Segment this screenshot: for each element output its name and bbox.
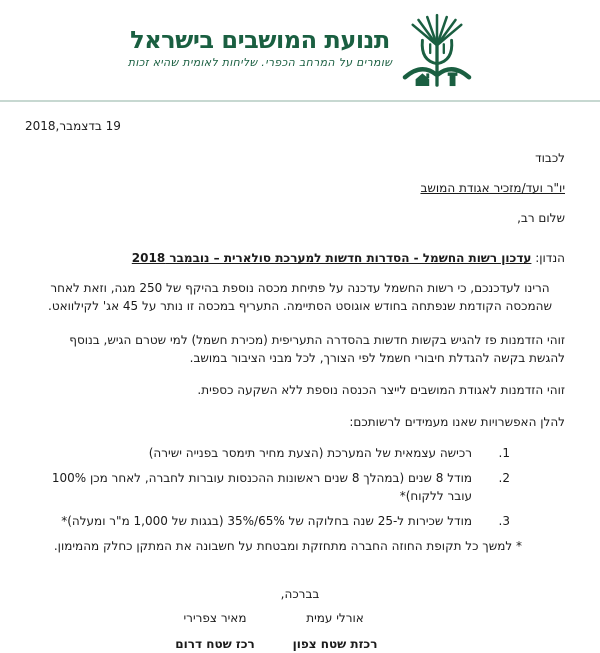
paragraph: להלן האפשרויות שאנו מעמידים לרשותכם: <box>349 415 565 429</box>
signature-names-row <box>35 609 565 627</box>
letter-date: 19 בדצמבר,2018 <box>25 119 121 133</box>
list-item-number: 3. <box>498 514 510 528</box>
list-item-text: רכישה עצמאית של המערכת (הצעת מחיר תימסר בפנייה ישירה) <box>148 446 472 460</box>
subject-label: הנדון: <box>531 251 565 265</box>
paragraph: זוהי הזדמנות לאגודת המושבים לייצר הכנסה נוספת ללא השקעה כספית. <box>197 383 565 397</box>
signer-name: מאיר צפרירי <box>183 611 247 625</box>
list-item-text: מודל 8 שנים (במהלך 8 שנים ראשונות ההכנסות עוברות לחברה, לאחר מכן 100% עובר ללקוח)* <box>51 471 472 503</box>
moshavim-plant-house-logo-icon <box>402 15 472 95</box>
subject-line <box>35 249 565 267</box>
paragraph: הרינו לעדכנכם, כי רשות החשמל עדכנה על פתיחת מכסה נוספת בהיקף של 250 מגה, וזאת לאחר שהמכסה הקודמת שנפתחה בחודש אוגוסט הסתיימה. התעריף במכסה זו נותר על 45 אג' לקילוואט. <box>48 281 552 313</box>
salutation-label: לכבוד <box>535 151 565 165</box>
signer-title: רכז שטח דרום <box>175 637 255 651</box>
footnote: * למשך כל תקופת החוזה החברה מתחזקת ומבטחת על חשבונה את המתקן כחלק מהמימון. <box>53 539 522 553</box>
recipient-line: יו"ר ועד/מזכיר אגודת המושב <box>420 181 565 195</box>
organization-tagline: שומרים על המרחב הכפרי. שליחות לאומית שהיא זכות <box>127 56 393 70</box>
organization-name: תנועת המושבים בישראל <box>130 26 390 54</box>
header-divider <box>0 100 600 102</box>
logo-text-block <box>128 13 392 69</box>
subject-text: עדכון רשות החשמל - הסדרות חדשות למערכת סולארית – נובמבר 2018 <box>131 251 532 265</box>
letter-body <box>0 117 600 653</box>
list-item-number: 1. <box>498 446 510 460</box>
list-item-text: מודל שכירות ל-25 שנה בחלוקה של 65%/35% (בגגות של 1,000 מ"ר ומעלה)* <box>61 514 472 528</box>
list-item <box>35 444 565 462</box>
letterhead <box>0 0 600 95</box>
greeting-line: שלום רב, <box>517 211 565 225</box>
list-item-number: 2. <box>498 471 510 485</box>
paragraph: זוהי הזדמנות פז להגיש בקשות חדשות בהסדרה התעריפית (מכירת חשמל) למי שטרם הגיש, בנוסף להגשת בקשה להגדלת חיבורי חשמל לפי הצורך, לכל מבני הציבור במושב. <box>69 333 565 365</box>
signer-name: אורלי עמית <box>306 611 364 625</box>
closing-line: בברכה, <box>280 587 320 601</box>
list-item <box>35 469 565 505</box>
signer-title: רכזת שטח צפון <box>292 637 378 651</box>
list-item <box>35 512 565 530</box>
signature-titles-row <box>35 635 565 653</box>
options-list <box>35 444 565 530</box>
